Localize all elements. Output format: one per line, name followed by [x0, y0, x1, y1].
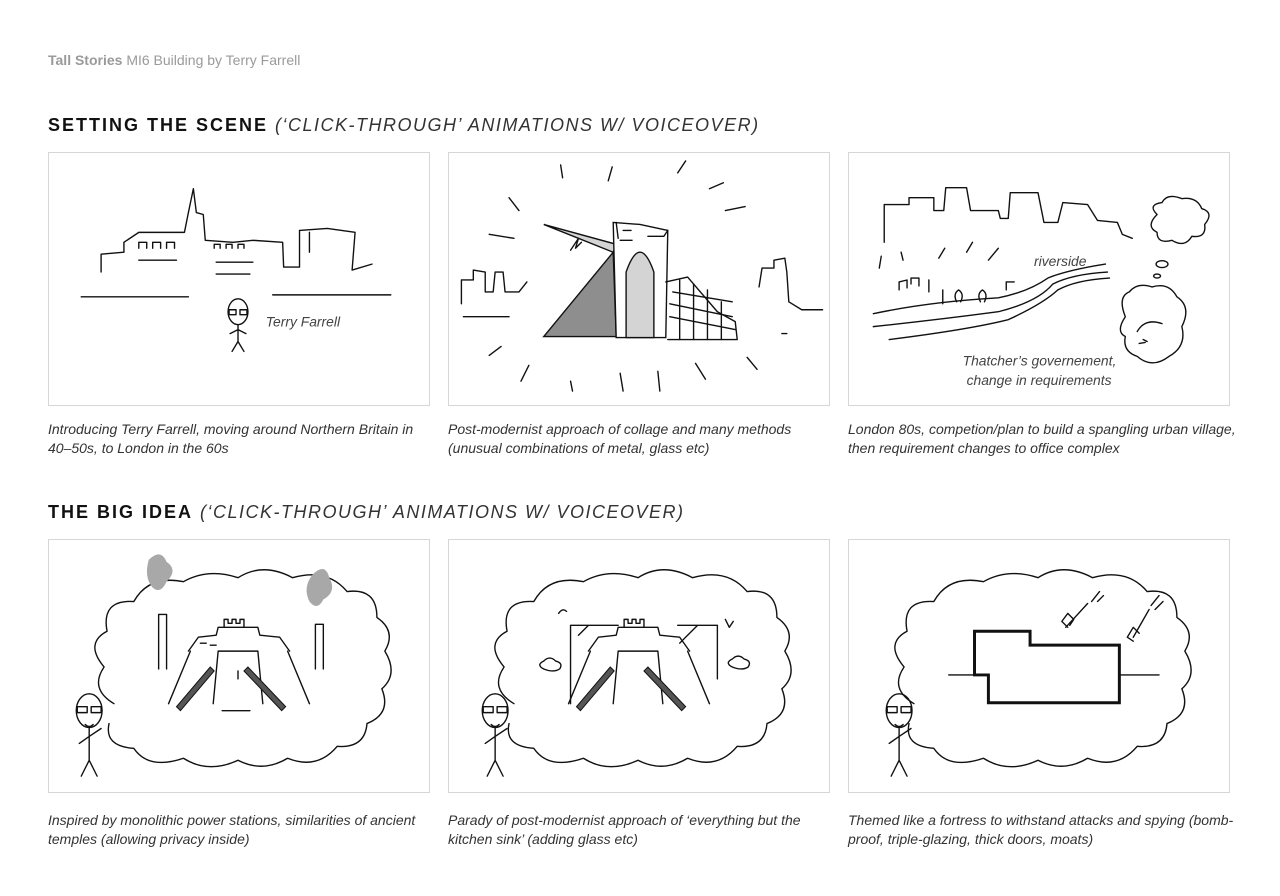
section-heading: THE BIG IDEA	[48, 502, 194, 522]
panel-caption-6: Themed like a fortress to withstand attacks and spying (bomb-proof, triple-glazing, thick doors, moats)	[848, 812, 1234, 847]
sketch-power-station-cloud	[49, 540, 429, 792]
section-subheading: (‘CLICK-THROUGH’ ANIMATIONS W/ VOICEOVER)	[275, 115, 760, 135]
document-title: MI6 Building by Terry Farrell	[126, 52, 301, 68]
panel-label-terry-farrell: Terry Farrell	[265, 313, 341, 330]
section-title-setting-the-scene	[48, 115, 760, 136]
panel-label-change: change in requirements	[966, 372, 1112, 389]
panel-label-thatcher: Thatcher’s governement,	[962, 352, 1117, 369]
storyboard-panel-1	[48, 152, 430, 406]
section-heading: SETTING THE SCENE	[48, 115, 269, 135]
storyboard-panel-4	[48, 539, 430, 793]
panel-caption-2: Post-modernist approach of collage and many methods (unusual combinations of metal, glass etc)	[448, 421, 792, 456]
panel-label-riverside: riverside	[1034, 253, 1087, 270]
sketch-london-riverside	[849, 153, 1229, 405]
section-title-the-big-idea	[48, 502, 685, 523]
storyboard-panel-6	[848, 539, 1230, 793]
document-header	[48, 52, 300, 68]
panel-caption-3: London 80s, competion/plan to build a spangling urban village, then requirement changes to office complex	[848, 421, 1236, 456]
sketch-skyline-terry-farrell	[49, 153, 429, 405]
sketch-kitchen-sink-cloud	[449, 540, 829, 792]
panel-caption-4: Inspired by monolithic power stations, similarities of ancient temples (allowing privacy inside)	[48, 812, 416, 847]
storyboard-panel-3	[848, 152, 1230, 406]
storyboard-panel-5	[448, 539, 830, 793]
section-subheading: (‘CLICK-THROUGH’ ANIMATIONS W/ VOICEOVER)	[200, 502, 685, 522]
sketch-fortress-cloud	[849, 540, 1229, 792]
storyboard-panel-2	[448, 152, 830, 406]
sketch-post-modernist-collage	[449, 153, 829, 405]
brand-name: Tall Stories	[48, 52, 123, 68]
panel-caption-1: Introducing Terry Farrell, moving around Northern Britain in 40–50s, to London in the 60s	[48, 421, 414, 456]
panel-caption-5: Parady of post-modernist approach of ‘everything but the kitchen sink’ (adding glass etc)	[448, 812, 801, 847]
